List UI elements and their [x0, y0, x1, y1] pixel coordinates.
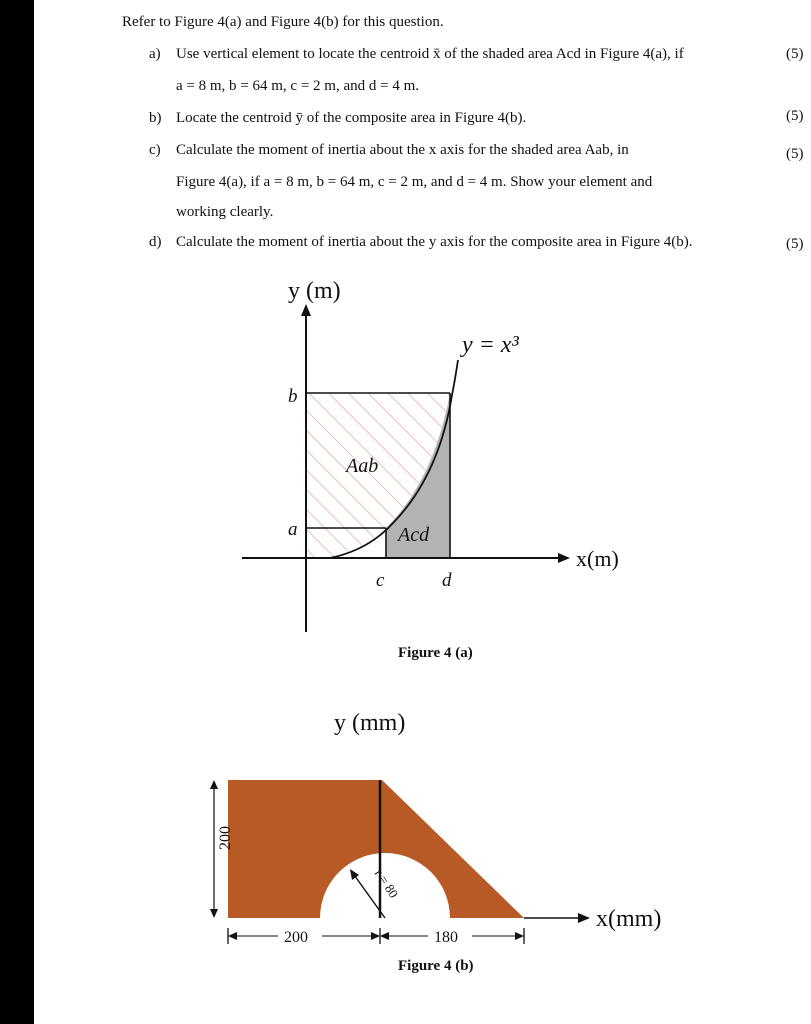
composite-shape: [228, 780, 524, 918]
part-b-line-1: Locate the centroid ȳ of the composite area in Figure 4(b).: [176, 110, 527, 126]
x-axis-label-b: x(mm): [596, 906, 662, 932]
y-axis-label-b: y (mm): [334, 710, 406, 736]
part-b-label: b): [149, 110, 162, 126]
region-ab-label: Aab: [346, 455, 379, 477]
part-d-line-1: Calculate the moment of inertia about the y axis for the composite area in Figure 4(b).: [176, 234, 693, 250]
region-cd-label: Acd: [398, 524, 430, 546]
height-dim: 200: [217, 826, 234, 850]
part-c-line-3: working clearly.: [176, 204, 274, 220]
part-b-marks: (5): [786, 108, 804, 124]
curve-label: y = x³: [462, 332, 519, 358]
tick-b: b: [288, 386, 298, 407]
question-intro: Refer to Figure 4(a) and Figure 4(b) for this question.: [122, 14, 444, 30]
radius-label: r = 80: [371, 866, 402, 901]
tick-d: d: [442, 570, 452, 591]
part-c-line-2: Figure 4(a), if a = 8 m, b = 64 m, c = 2 m, and d = 4 m. Show your element and: [176, 174, 653, 190]
part-a-line-2: a = 8 m, b = 64 m, c = 2 m, and d = 4 m.: [176, 78, 419, 94]
part-a-line-1: Use vertical element to locate the centroid x̄ of the shaded area Acd in Figure 4(a), if: [176, 46, 684, 62]
figure-4b-caption: Figure 4 (b): [398, 958, 474, 974]
figure-4b: [34, 680, 811, 970]
x-axis-label-a: x(m): [576, 546, 619, 571]
width-right-dim: 180: [434, 929, 458, 946]
part-a-label: a): [149, 46, 161, 62]
question-sheet: [34, 0, 811, 1024]
tick-a: a: [288, 519, 298, 540]
part-a-marks: (5): [786, 46, 804, 62]
figure-4a: [34, 0, 811, 680]
part-d-marks: (5): [786, 236, 804, 252]
width-left-dim: 200: [284, 929, 308, 946]
part-d-label: d): [149, 234, 162, 250]
part-c-line-1: Calculate the moment of inertia about the x axis for the shaded area Aab, in: [176, 142, 629, 158]
y-axis-label-a: y (m): [288, 278, 341, 304]
part-c-marks: (5): [786, 146, 804, 162]
tick-c: c: [376, 570, 385, 591]
part-c-label: c): [149, 142, 161, 158]
figure-4a-caption: Figure 4 (a): [398, 645, 473, 661]
